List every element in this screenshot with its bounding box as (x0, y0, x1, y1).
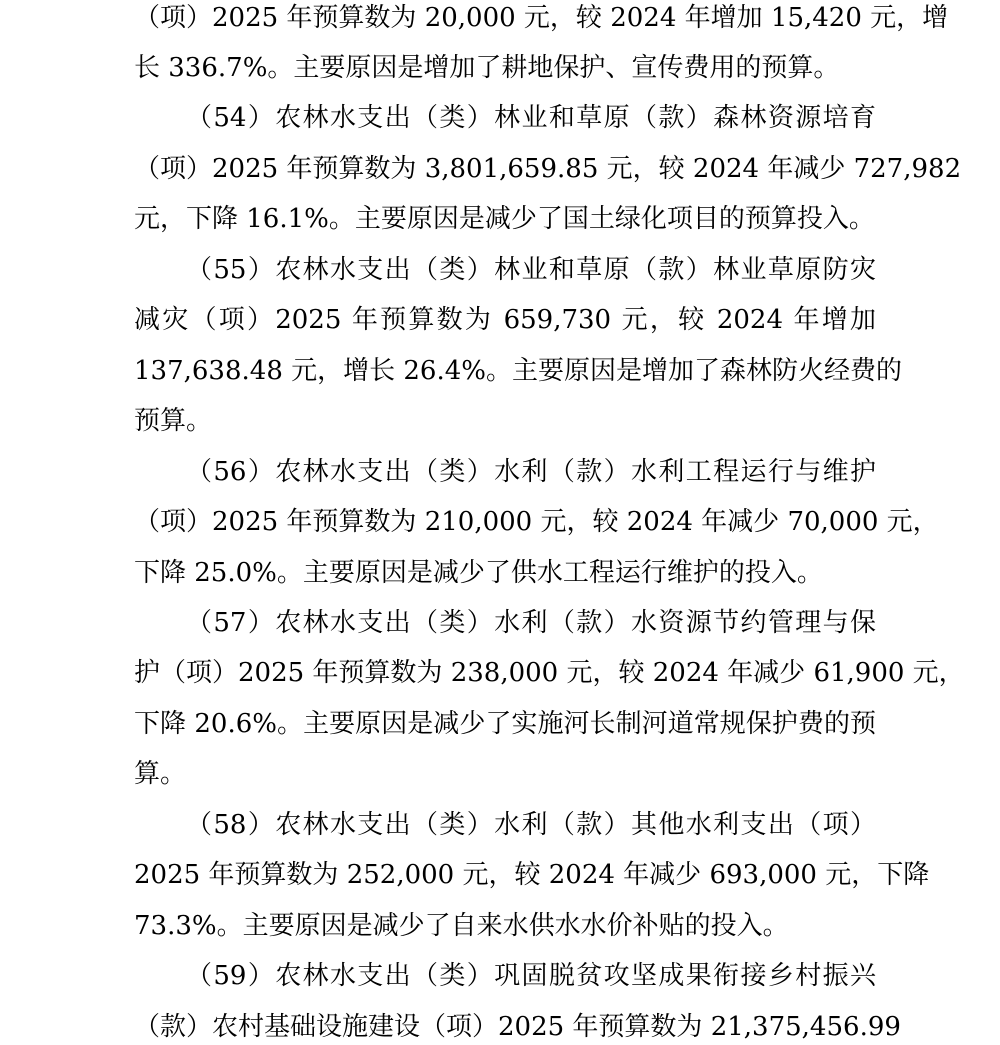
text-line: 2025 年预算数为 252,000 元，较 2024 年减少 693,000 元，下降 (134, 860, 930, 890)
text-line: 减灾（项）2025 年预算数为 659,730 元，较 2024 年增加 (134, 305, 876, 335)
text-line: 护（项）2025 年预算数为 238,000 元，较 2024 年减少 61,900 元， (134, 658, 965, 688)
text-line: 下降 25.0%。主要原因是减少了供水工程运行维护的投入。 (134, 558, 823, 588)
text-line: 元，下降 16.1%。主要原因是减少了国土绿化项目的预算投入。 (134, 204, 875, 234)
text-line: 预算。 (134, 406, 213, 436)
text-line: （项）2025 年预算数为 20,000 元，较 2024 年增加 15,420 元，增 (134, 3, 949, 33)
text-line: （项）2025 年预算数为 210,000 元，较 2024 年减少 70,000 元， (134, 507, 939, 537)
text-line: 73.3%。主要原因是减少了自来水供水水价补贴的投入。 (134, 911, 789, 941)
text-line: 下降 20.6%。主要原因是减少了实施河长制河道常规保护费的预 (134, 709, 876, 739)
paragraph-heading-line: （54）农林水支出（类）林业和草原（款）森林资源培育 (186, 103, 876, 133)
text-line: （项）2025 年预算数为 3,801,659.85 元，较 2024 年减少 727,982 (134, 154, 962, 184)
paragraph-heading-line: （58）农林水支出（类）水利（款）其他水利支出（项） (186, 810, 876, 840)
text-line: （款）农村基础设施建设（项）2025 年预算数为 21,375,456.99 (134, 1012, 901, 1042)
paragraph-heading-line: （55）农林水支出（类）林业和草原（款）林业草原防灾 (186, 255, 876, 285)
paragraph-heading-line: （57）农林水支出（类）水利（款）水资源节约管理与保 (186, 608, 876, 638)
text-line: 长 336.7%。主要原因是增加了耕地保护、宣传费用的预算。 (134, 53, 840, 83)
paragraph-heading-line: （56）农林水支出（类）水利（款）水利工程运行与维护 (186, 457, 876, 487)
text-line: 算。 (134, 759, 187, 789)
paragraph-heading-line: （59）农林水支出（类）巩固脱贫攻坚成果衔接乡村振兴 (186, 961, 876, 991)
text-line: 137,638.48 元，增长 26.4%。主要原因是增加了森林防火经费的 (134, 356, 902, 386)
